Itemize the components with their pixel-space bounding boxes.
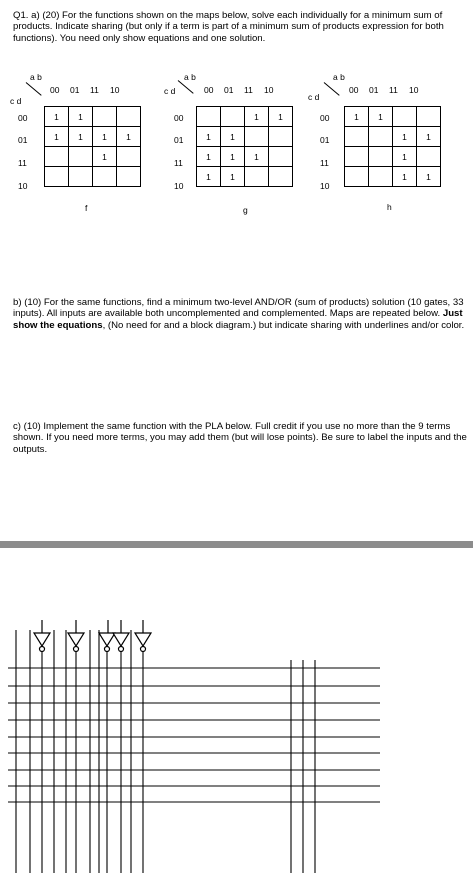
kmap-cell	[369, 127, 393, 147]
kmap-function-name: f	[85, 203, 88, 213]
kmap-row-header: 00	[320, 113, 330, 123]
kmap-col-header: 00	[204, 85, 214, 95]
kmap-cell	[197, 107, 221, 127]
part-c-text: c) (10) Implement the same function with the PLA below. Full credit if you use no more than the 9 terms shown. If you need more terms, you may add them (but will lose points). Be sure to label the inputs and the outputs.	[13, 421, 467, 455]
kmap-row-header: 01	[174, 135, 184, 145]
kmap-col-header: 11	[244, 85, 253, 95]
kmap-cell	[69, 167, 93, 187]
kmap-cell	[417, 147, 441, 167]
kmap-cell	[369, 167, 393, 187]
kmap-cell	[93, 167, 117, 187]
kmap-cell: 1	[245, 107, 269, 127]
kmap-row-header: 01	[320, 135, 330, 145]
inverter-icon	[68, 633, 84, 652]
kmap-col-header: 10	[110, 85, 120, 95]
kmap-cell: 1	[369, 107, 393, 127]
part-b-prefix: b) (10) For the same functions, find a minimum two-level AND/OR (sum of products) solution (10 gates, 33 inputs). All inputs are available both uncomplemented and complemented. Maps are repeated below.	[13, 297, 464, 320]
kmap-cell	[221, 107, 245, 127]
kmap-row-header: 10	[18, 181, 28, 191]
kmap-col-header: 00	[50, 85, 60, 95]
inverter-icon	[135, 633, 151, 652]
kmap-cell: 1	[197, 147, 221, 167]
kmap-row-header: 11	[174, 158, 183, 168]
kmap-cell: 1	[69, 127, 93, 147]
kmap-col-var: a b	[184, 72, 196, 82]
kmap-row-var: c d	[10, 96, 22, 106]
section-divider	[0, 541, 473, 548]
kmap-col-header: 01	[369, 85, 379, 95]
inverter-icon	[34, 633, 50, 652]
kmap-cell	[345, 127, 369, 147]
kmap-cell: 1	[45, 107, 69, 127]
part-a-text: Q1. a) (20) For the functions shown on the maps below, solve each individually for a minimum sum of products. Indicate sharing (but only if a term is part of a minimum sum of products expression for both functions). You need only show equations and one solution.	[13, 10, 444, 44]
kmap-cell	[117, 167, 141, 187]
kmap-cell: 1	[197, 127, 221, 147]
kmap-function-name: h	[387, 202, 392, 212]
kmap-cell: 1	[417, 167, 441, 187]
kmap-cell: 1	[221, 147, 245, 167]
kmap-grid	[44, 106, 141, 187]
kmap-cell	[393, 107, 417, 127]
kmap-grid	[196, 106, 293, 187]
kmap-row-var: c d	[308, 92, 320, 102]
kmap-function-name: g	[243, 205, 248, 215]
kmap-cell: 1	[93, 147, 117, 167]
kmap-col-var: a b	[30, 72, 42, 82]
kmap-row-header: 11	[320, 158, 329, 168]
kmap-cell: 1	[245, 147, 269, 167]
kmap-col-header: 11	[90, 85, 99, 95]
kmap-cell: 1	[45, 127, 69, 147]
kmap-cell	[369, 147, 393, 167]
pla-or-plane-lines	[291, 660, 315, 873]
kmap-col-header: 10	[409, 85, 419, 95]
kmap-cell: 1	[221, 167, 245, 187]
kmap-cell: 1	[393, 147, 417, 167]
inverter-icon	[113, 633, 129, 652]
kmap-cell	[93, 107, 117, 127]
kmap-col-header: 10	[264, 85, 274, 95]
part-b-text	[13, 297, 468, 331]
pla-diagram	[0, 620, 473, 873]
pla-and-plane-lines	[16, 630, 143, 873]
kmap-row-header: 01	[18, 135, 28, 145]
kmap-row-header: 10	[320, 181, 330, 191]
kmap-col-header: 01	[70, 85, 80, 95]
part-b-emphasis: Just show the equations	[13, 308, 463, 331]
kmap-cell	[69, 147, 93, 167]
kmap-cell	[117, 147, 141, 167]
part-b-suffix: , (No need for and a block diagram.) but indicate sharing with underlines and/or color.	[102, 319, 465, 331]
kmap-cell	[245, 167, 269, 187]
kmap-h	[306, 72, 456, 212]
kmap-cell	[417, 107, 441, 127]
kmap-cell	[45, 147, 69, 167]
kmap-row-header: 11	[18, 158, 27, 168]
kmap-grid	[344, 106, 441, 187]
kmap-cell: 1	[393, 127, 417, 147]
pla-product-term-lines	[8, 668, 380, 802]
kmap-cell	[269, 147, 293, 167]
kmap-g	[160, 72, 310, 215]
kmap-col-header: 00	[349, 85, 359, 95]
kmap-cell	[269, 127, 293, 147]
kmap-cell	[245, 127, 269, 147]
kmap-cell: 1	[417, 127, 441, 147]
kmap-cell: 1	[69, 107, 93, 127]
kmap-cell: 1	[345, 107, 369, 127]
kmap-cell: 1	[93, 127, 117, 147]
inverter-icon	[99, 633, 115, 652]
kmap-diagonal	[178, 80, 194, 94]
kmap-cell	[45, 167, 69, 187]
kmap-diagonal	[26, 82, 42, 96]
kmap-f	[4, 72, 154, 213]
kmap-row-var: c d	[164, 86, 176, 96]
kmap-col-header: 11	[389, 85, 398, 95]
kmap-cell: 1	[197, 167, 221, 187]
kmap-col-var: a b	[333, 72, 345, 82]
kmap-row-header: 00	[174, 113, 184, 123]
kmap-cell: 1	[117, 127, 141, 147]
kmap-cell	[117, 107, 141, 127]
kmap-cell: 1	[221, 127, 245, 147]
kmap-row-header: 00	[18, 113, 28, 123]
kmap-cell: 1	[393, 167, 417, 187]
kmap-cell	[269, 167, 293, 187]
kmap-cell	[345, 167, 369, 187]
kmap-row-header: 10	[174, 181, 184, 191]
kmap-cell: 1	[269, 107, 293, 127]
kmap-col-header: 01	[224, 85, 234, 95]
kmap-cell	[345, 147, 369, 167]
kmap-diagonal	[324, 82, 340, 96]
